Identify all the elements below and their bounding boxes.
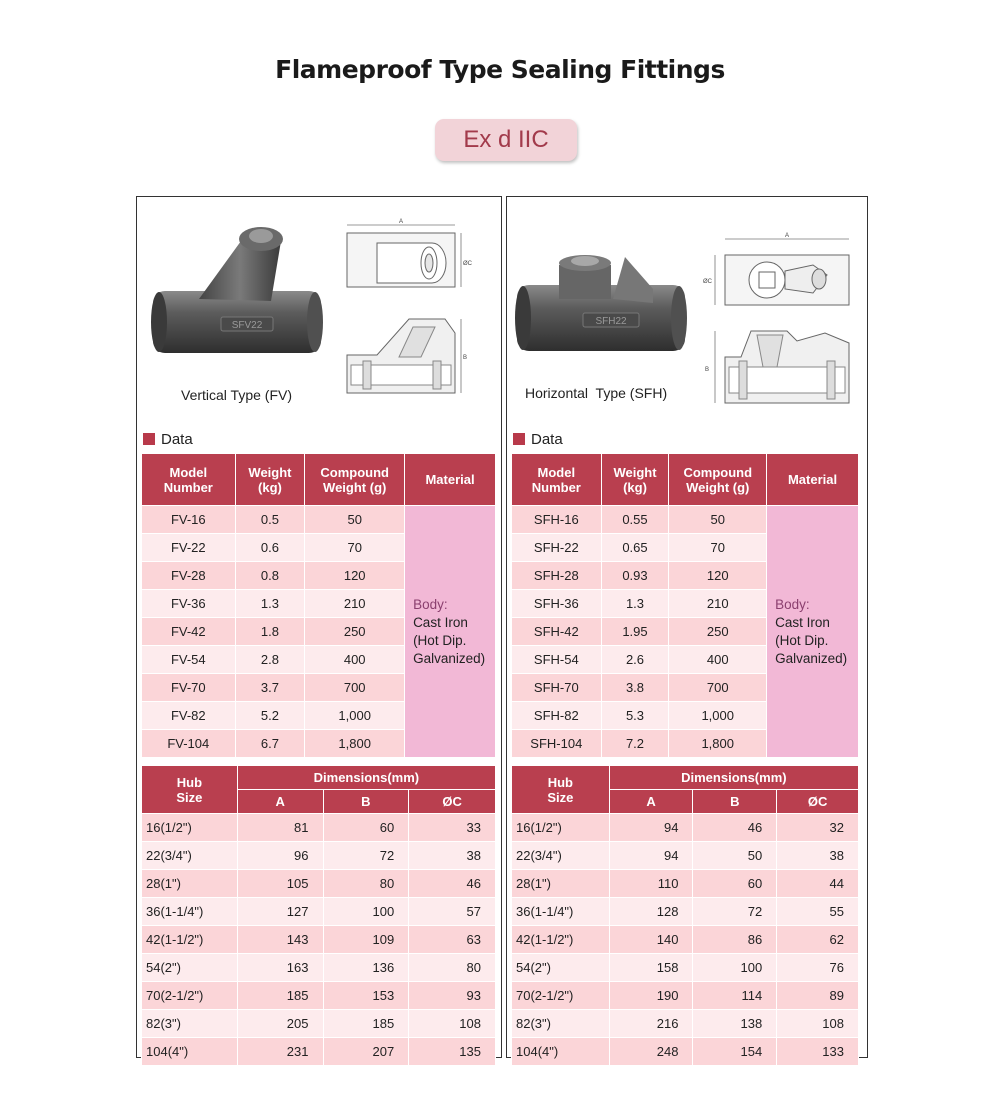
fv-label-c: ØC (463, 261, 472, 267)
hub-size-cell: 104(4") (512, 1038, 610, 1066)
weight-cell: 0.65 (601, 534, 669, 562)
hub-size-cell: 22(3/4") (142, 842, 238, 870)
fv-label-b: B (463, 355, 468, 361)
table-row (512, 1038, 859, 1066)
fv-casting-mark: SFV22 (231, 320, 263, 331)
material-line: (Hot Dip. (413, 632, 467, 648)
hub-size-cell: 104(4") (142, 1038, 238, 1066)
hub-size-cell: 16(1/2") (512, 814, 610, 842)
col-compound-weight: Compound Weight (g) (305, 454, 405, 506)
dim-a-cell: 205 (237, 1010, 323, 1038)
weight-cell: 5.2 (235, 702, 305, 730)
dim-b-cell: 185 (323, 1010, 409, 1038)
material-cell (405, 506, 496, 758)
model-number-cell: FV-82 (142, 702, 236, 730)
compound-weight-cell: 1,000 (305, 702, 405, 730)
hub-size-cell: 22(3/4") (512, 842, 610, 870)
table-row (512, 814, 859, 842)
col-weight: Weight (kg) (601, 454, 669, 506)
material-line: Cast Iron (775, 614, 830, 630)
fv-label-a: A (398, 219, 404, 225)
dim-a-cell: 105 (237, 870, 323, 898)
compound-weight-cell: 1,000 (669, 702, 767, 730)
dim-a-cell: 140 (609, 926, 693, 954)
col-weight: Weight (kg) (235, 454, 305, 506)
compound-weight-cell: 250 (305, 618, 405, 646)
model-number-cell: FV-42 (142, 618, 236, 646)
dim-b-cell: 50 (693, 842, 777, 870)
table-row (142, 506, 496, 534)
hub-size-cell: 42(1-1/2") (512, 926, 610, 954)
dim-c-cell: 38 (409, 842, 496, 870)
col-material: Material (767, 454, 859, 506)
model-number-cell: SFH-42 (512, 618, 602, 646)
table-row (142, 1038, 496, 1066)
material-cell (767, 506, 859, 758)
weight-cell: 1.3 (235, 590, 305, 618)
horizontal-type-label: Horizontal Type (SFH) (525, 385, 668, 401)
weight-cell: 0.8 (235, 562, 305, 590)
table-row (142, 982, 496, 1010)
table-row (142, 954, 496, 982)
dim-b-cell: 100 (323, 898, 409, 926)
model-number-cell: FV-54 (142, 646, 236, 674)
dim-a-cell: 190 (609, 982, 693, 1010)
model-number-cell: FV-16 (142, 506, 236, 534)
hub-size-cell: 54(2") (142, 954, 238, 982)
hub-size-cell: 16(1/2") (142, 814, 238, 842)
fv-dimension-table (141, 765, 496, 1066)
model-number-cell: FV-70 (142, 674, 236, 702)
col-dimensions: Dimensions(mm) (237, 766, 495, 790)
model-number-cell: SFH-82 (512, 702, 602, 730)
weight-cell: 0.55 (601, 506, 669, 534)
col-b: B (693, 790, 777, 814)
compound-weight-cell: 50 (669, 506, 767, 534)
model-number-cell: SFH-16 (512, 506, 602, 534)
dim-b-cell: 100 (693, 954, 777, 982)
fv-fitting-photo (149, 219, 327, 359)
dim-b-cell: 60 (693, 870, 777, 898)
dim-c-cell: 32 (777, 814, 859, 842)
data-heading (143, 431, 193, 448)
model-number-cell: SFH-28 (512, 562, 602, 590)
ex-rating-badge: Ex d IIC (435, 119, 577, 161)
dim-c-cell: 46 (409, 870, 496, 898)
table-row (512, 842, 859, 870)
sfh-dimension-drawing (701, 231, 865, 411)
material-line: Galvanized) (413, 650, 486, 666)
dim-a-cell: 94 (609, 814, 693, 842)
weight-cell: 0.5 (235, 506, 305, 534)
col-c: ØC (409, 790, 496, 814)
hub-size-cell: 82(3") (512, 1010, 610, 1038)
table-row (512, 898, 859, 926)
weight-cell: 1.3 (601, 590, 669, 618)
dim-a-cell: 185 (237, 982, 323, 1010)
compound-weight-cell: 400 (305, 646, 405, 674)
compound-weight-cell: 120 (669, 562, 767, 590)
dim-a-cell: 96 (237, 842, 323, 870)
table-row (142, 870, 496, 898)
dim-c-cell: 108 (409, 1010, 496, 1038)
model-number-cell: FV-28 (142, 562, 236, 590)
compound-weight-cell: 400 (669, 646, 767, 674)
table-row (512, 926, 859, 954)
table-row (142, 926, 496, 954)
dim-a-cell: 248 (609, 1038, 693, 1066)
dim-b-cell: 109 (323, 926, 409, 954)
hub-size-cell: 54(2") (512, 954, 610, 982)
dim-a-cell: 81 (237, 814, 323, 842)
sfh-casting-mark: SFH22 (595, 316, 627, 327)
dim-a-cell: 231 (237, 1038, 323, 1066)
table-row (142, 814, 496, 842)
bullet-square-icon (513, 433, 525, 445)
material-line: Body: (775, 596, 810, 612)
col-a: A (237, 790, 323, 814)
dim-b-cell: 46 (693, 814, 777, 842)
weight-cell: 2.8 (235, 646, 305, 674)
weight-cell: 0.93 (601, 562, 669, 590)
material-line: Galvanized) (775, 650, 848, 666)
compound-weight-cell: 120 (305, 562, 405, 590)
weight-cell: 6.7 (235, 730, 305, 758)
weight-cell: 1.95 (601, 618, 669, 646)
table-row (142, 898, 496, 926)
dim-b-cell: 72 (323, 842, 409, 870)
dim-b-cell: 153 (323, 982, 409, 1010)
compound-weight-cell: 1,800 (305, 730, 405, 758)
table-row (512, 870, 859, 898)
vertical-type-label: Vertical Type (FV) (181, 387, 293, 403)
fv-spec-table (141, 453, 496, 758)
dim-b-cell: 207 (323, 1038, 409, 1066)
weight-cell: 1.8 (235, 618, 305, 646)
sfh-label-b: B (705, 367, 710, 373)
dim-b-cell: 86 (693, 926, 777, 954)
material-line: Cast Iron (413, 614, 468, 630)
material-line: Body: (413, 596, 448, 612)
col-c: ØC (777, 790, 859, 814)
col-model-number: Model Number (512, 454, 602, 506)
col-b: B (323, 790, 409, 814)
weight-cell: 7.2 (601, 730, 669, 758)
dim-c-cell: 135 (409, 1038, 496, 1066)
dim-a-cell: 143 (237, 926, 323, 954)
dim-c-cell: 76 (777, 954, 859, 982)
compound-weight-cell: 700 (669, 674, 767, 702)
table-row (142, 842, 496, 870)
table-row (512, 954, 859, 982)
dim-c-cell: 44 (777, 870, 859, 898)
dim-b-cell: 154 (693, 1038, 777, 1066)
weight-cell: 0.6 (235, 534, 305, 562)
material-line: (Hot Dip. (775, 632, 829, 648)
hub-size-cell: 36(1-1/4") (512, 898, 610, 926)
panel-vertical-type (136, 196, 502, 1058)
dim-b-cell: 72 (693, 898, 777, 926)
col-hub-size: Hub Size (142, 766, 238, 814)
table-row (512, 506, 859, 534)
col-model-number: Model Number (142, 454, 236, 506)
table-row (512, 982, 859, 1010)
dim-c-cell: 108 (777, 1010, 859, 1038)
compound-weight-cell: 50 (305, 506, 405, 534)
hub-size-cell: 36(1-1/4") (142, 898, 238, 926)
dim-b-cell: 60 (323, 814, 409, 842)
data-heading-text: Data (161, 431, 193, 448)
sfh-fitting-photo (513, 249, 691, 359)
weight-cell: 3.8 (601, 674, 669, 702)
weight-cell: 5.3 (601, 702, 669, 730)
bullet-square-icon (143, 433, 155, 445)
dim-b-cell: 138 (693, 1010, 777, 1038)
dim-a-cell: 216 (609, 1010, 693, 1038)
model-number-cell: SFH-54 (512, 646, 602, 674)
dim-c-cell: 93 (409, 982, 496, 1010)
hub-size-cell: 70(2-1/2") (142, 982, 238, 1010)
sfh-label-a: A (784, 233, 790, 239)
panel-horizontal-type (506, 196, 868, 1058)
dim-b-cell: 80 (323, 870, 409, 898)
fv-dimension-drawing (337, 215, 472, 405)
dim-c-cell: 62 (777, 926, 859, 954)
model-number-cell: SFH-104 (512, 730, 602, 758)
compound-weight-cell: 70 (305, 534, 405, 562)
dim-c-cell: 89 (777, 982, 859, 1010)
table-row (512, 1010, 859, 1038)
dim-a-cell: 158 (609, 954, 693, 982)
dim-c-cell: 133 (777, 1038, 859, 1066)
hub-size-cell: 70(2-1/2") (512, 982, 610, 1010)
model-number-cell: SFH-70 (512, 674, 602, 702)
col-compound-weight: Compound Weight (g) (669, 454, 767, 506)
hub-size-cell: 28(1") (142, 870, 238, 898)
model-number-cell: FV-22 (142, 534, 236, 562)
data-heading-text: Data (531, 431, 563, 448)
compound-weight-cell: 250 (669, 618, 767, 646)
weight-cell: 2.6 (601, 646, 669, 674)
model-number-cell: FV-36 (142, 590, 236, 618)
model-number-cell: SFH-36 (512, 590, 602, 618)
compound-weight-cell: 700 (305, 674, 405, 702)
dim-c-cell: 38 (777, 842, 859, 870)
dim-c-cell: 33 (409, 814, 496, 842)
dim-c-cell: 80 (409, 954, 496, 982)
col-dimensions: Dimensions(mm) (609, 766, 858, 790)
dim-a-cell: 163 (237, 954, 323, 982)
dim-c-cell: 63 (409, 926, 496, 954)
hub-size-cell: 42(1-1/2") (142, 926, 238, 954)
dim-a-cell: 94 (609, 842, 693, 870)
model-number-cell: SFH-22 (512, 534, 602, 562)
hub-size-cell: 82(3") (142, 1010, 238, 1038)
sfh-dimension-table (511, 765, 859, 1066)
col-hub-size: Hub Size (512, 766, 610, 814)
dim-b-cell: 136 (323, 954, 409, 982)
table-row (142, 1010, 496, 1038)
weight-cell: 3.7 (235, 674, 305, 702)
dim-a-cell: 128 (609, 898, 693, 926)
page-title: Flameproof Type Sealing Fittings (275, 55, 725, 84)
compound-weight-cell: 210 (305, 590, 405, 618)
dim-c-cell: 55 (777, 898, 859, 926)
sfh-label-c: ØC (703, 279, 712, 285)
compound-weight-cell: 210 (669, 590, 767, 618)
dim-c-cell: 57 (409, 898, 496, 926)
sfh-spec-table (511, 453, 859, 758)
col-a: A (609, 790, 693, 814)
compound-weight-cell: 70 (669, 534, 767, 562)
col-material: Material (405, 454, 496, 506)
dim-a-cell: 110 (609, 870, 693, 898)
model-number-cell: FV-104 (142, 730, 236, 758)
data-heading (513, 431, 563, 448)
hub-size-cell: 28(1") (512, 870, 610, 898)
dim-a-cell: 127 (237, 898, 323, 926)
compound-weight-cell: 1,800 (669, 730, 767, 758)
dim-b-cell: 114 (693, 982, 777, 1010)
